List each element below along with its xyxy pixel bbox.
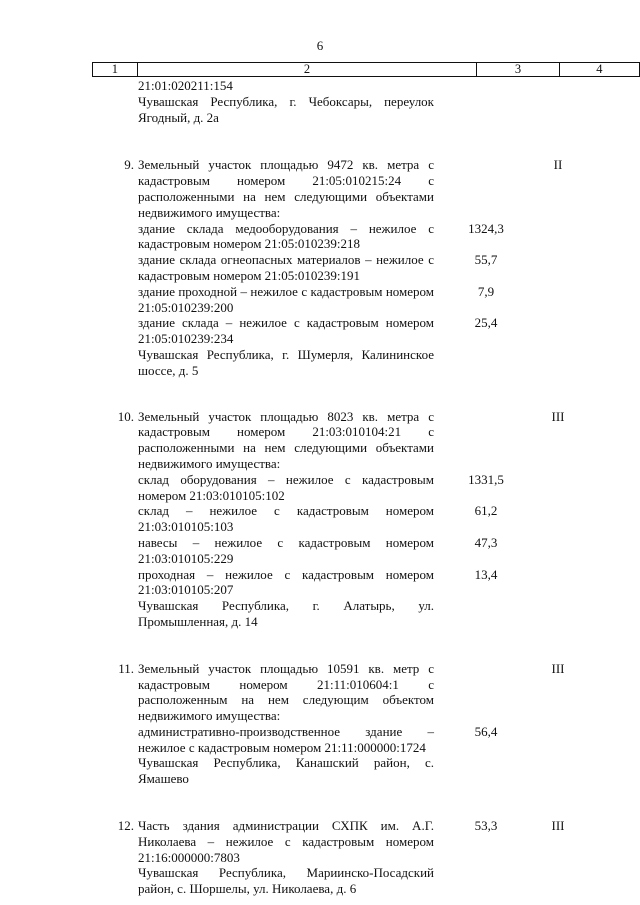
object-address: Чувашская Республика, г. Шумерля, Калининское шоссе, д. 5 xyxy=(138,346,434,378)
column-header-4: 4 xyxy=(559,63,639,77)
object-row: здание склада огнеопасных материалов – нежилое с кадастровым номером 21:05:010239:191 55,7 xyxy=(92,252,640,284)
item-category: III xyxy=(551,818,565,834)
object-row: здание склада – нежилое с кадастровым номером 21:05:010239:234 25,4 xyxy=(92,315,640,347)
item-intro: Земельный участок площадью 10591 кв. метр с кадастровым номером 21:11:010604:1 с расположенным на нем следующим объектом недвижимого имущества: xyxy=(138,660,434,724)
carryover-text: 21:01:020211:154 Чувашская Республика, г. Чебоксары, переулок Ягодный, д. 2а xyxy=(138,78,434,125)
list-item-10 xyxy=(92,409,640,472)
object-row: склад – нежилое с кадастровым номером 21:03:010105:103 61,2 xyxy=(92,503,640,535)
list-item-12 xyxy=(92,818,640,865)
object-row: здание проходной – нежилое с кадастровым номером 21:05:010239:200 7,9 xyxy=(92,284,640,316)
item-category: III xyxy=(551,408,565,424)
object-address: Чувашская Республика, Канашский район, с. Ямашево xyxy=(138,755,434,787)
column-header-table xyxy=(92,62,640,77)
object-area: 61,2 xyxy=(474,503,498,519)
column-header-1: 1 xyxy=(93,63,138,77)
column-header-3: 3 xyxy=(477,63,559,77)
item-number: 12. xyxy=(117,818,134,834)
object-area: 13,4 xyxy=(474,566,498,582)
object-row: проходная – нежилое с кадастровым номером 21:03:010105:207 13,4 xyxy=(92,567,640,599)
page-number: 6 xyxy=(316,38,324,53)
object-area: 1331,5 xyxy=(468,471,504,487)
document-body xyxy=(92,78,640,897)
object-area: 47,3 xyxy=(474,534,498,550)
carryover-row xyxy=(92,78,640,125)
object-area: 55,7 xyxy=(474,252,498,268)
list-item-11 xyxy=(92,661,640,724)
object-area: 1324,3 xyxy=(468,220,504,236)
item-category: II xyxy=(553,157,563,173)
item-intro: Земельный участок площадью 9472 кв. метра с кадастровым номером 21:05:010215:24 с расположенными на нем следующими объектами недвижимого имущества: xyxy=(138,157,434,220)
column-header-2: 2 xyxy=(137,63,477,77)
item-intro: Земельный участок площадью 8023 кв. метра с кадастровым номером 21:03:010104:21 с расположенными на нем следующими объектами недвижимого имущества: xyxy=(138,408,434,471)
list-item-9 xyxy=(92,157,640,220)
object-area: 7,9 xyxy=(477,283,495,299)
object-address: Чувашская Республика, Мариинско-Посадский район, с. Шоршелы, ул. Николаева, д. 6 xyxy=(138,865,434,897)
object-row: навесы – нежилое с кадастровым номером 21:03:010105:229 47,3 xyxy=(92,535,640,567)
object-address: Чувашская Республика, г. Алатырь, ул. Промышленная, д. 14 xyxy=(138,598,434,629)
item-number: 10. xyxy=(117,408,134,424)
object-area: 25,4 xyxy=(474,315,498,331)
item-category: III xyxy=(551,660,565,676)
item-intro: Часть здания администрации СХПК им. А.Г. Николаева – нежилое с кадастровым номером 21:16:000000:7803 xyxy=(138,818,434,865)
object-area: 56,4 xyxy=(474,723,498,739)
object-row: здание склада медооборудования – нежилое с кадастровым номером 21:05:010239:218 1324,3 xyxy=(92,221,640,253)
item-number: 11. xyxy=(118,660,134,676)
object-row: административно-производственное здание – нежилое с кадастровым номером 21:11:000000:1724 56,4 xyxy=(92,724,640,756)
item-number: 9. xyxy=(124,157,134,173)
object-area: 53,3 xyxy=(474,818,498,834)
object-row: склад оборудования – нежилое с кадастровым номером 21:03:010105:102 1331,5 xyxy=(92,472,640,504)
